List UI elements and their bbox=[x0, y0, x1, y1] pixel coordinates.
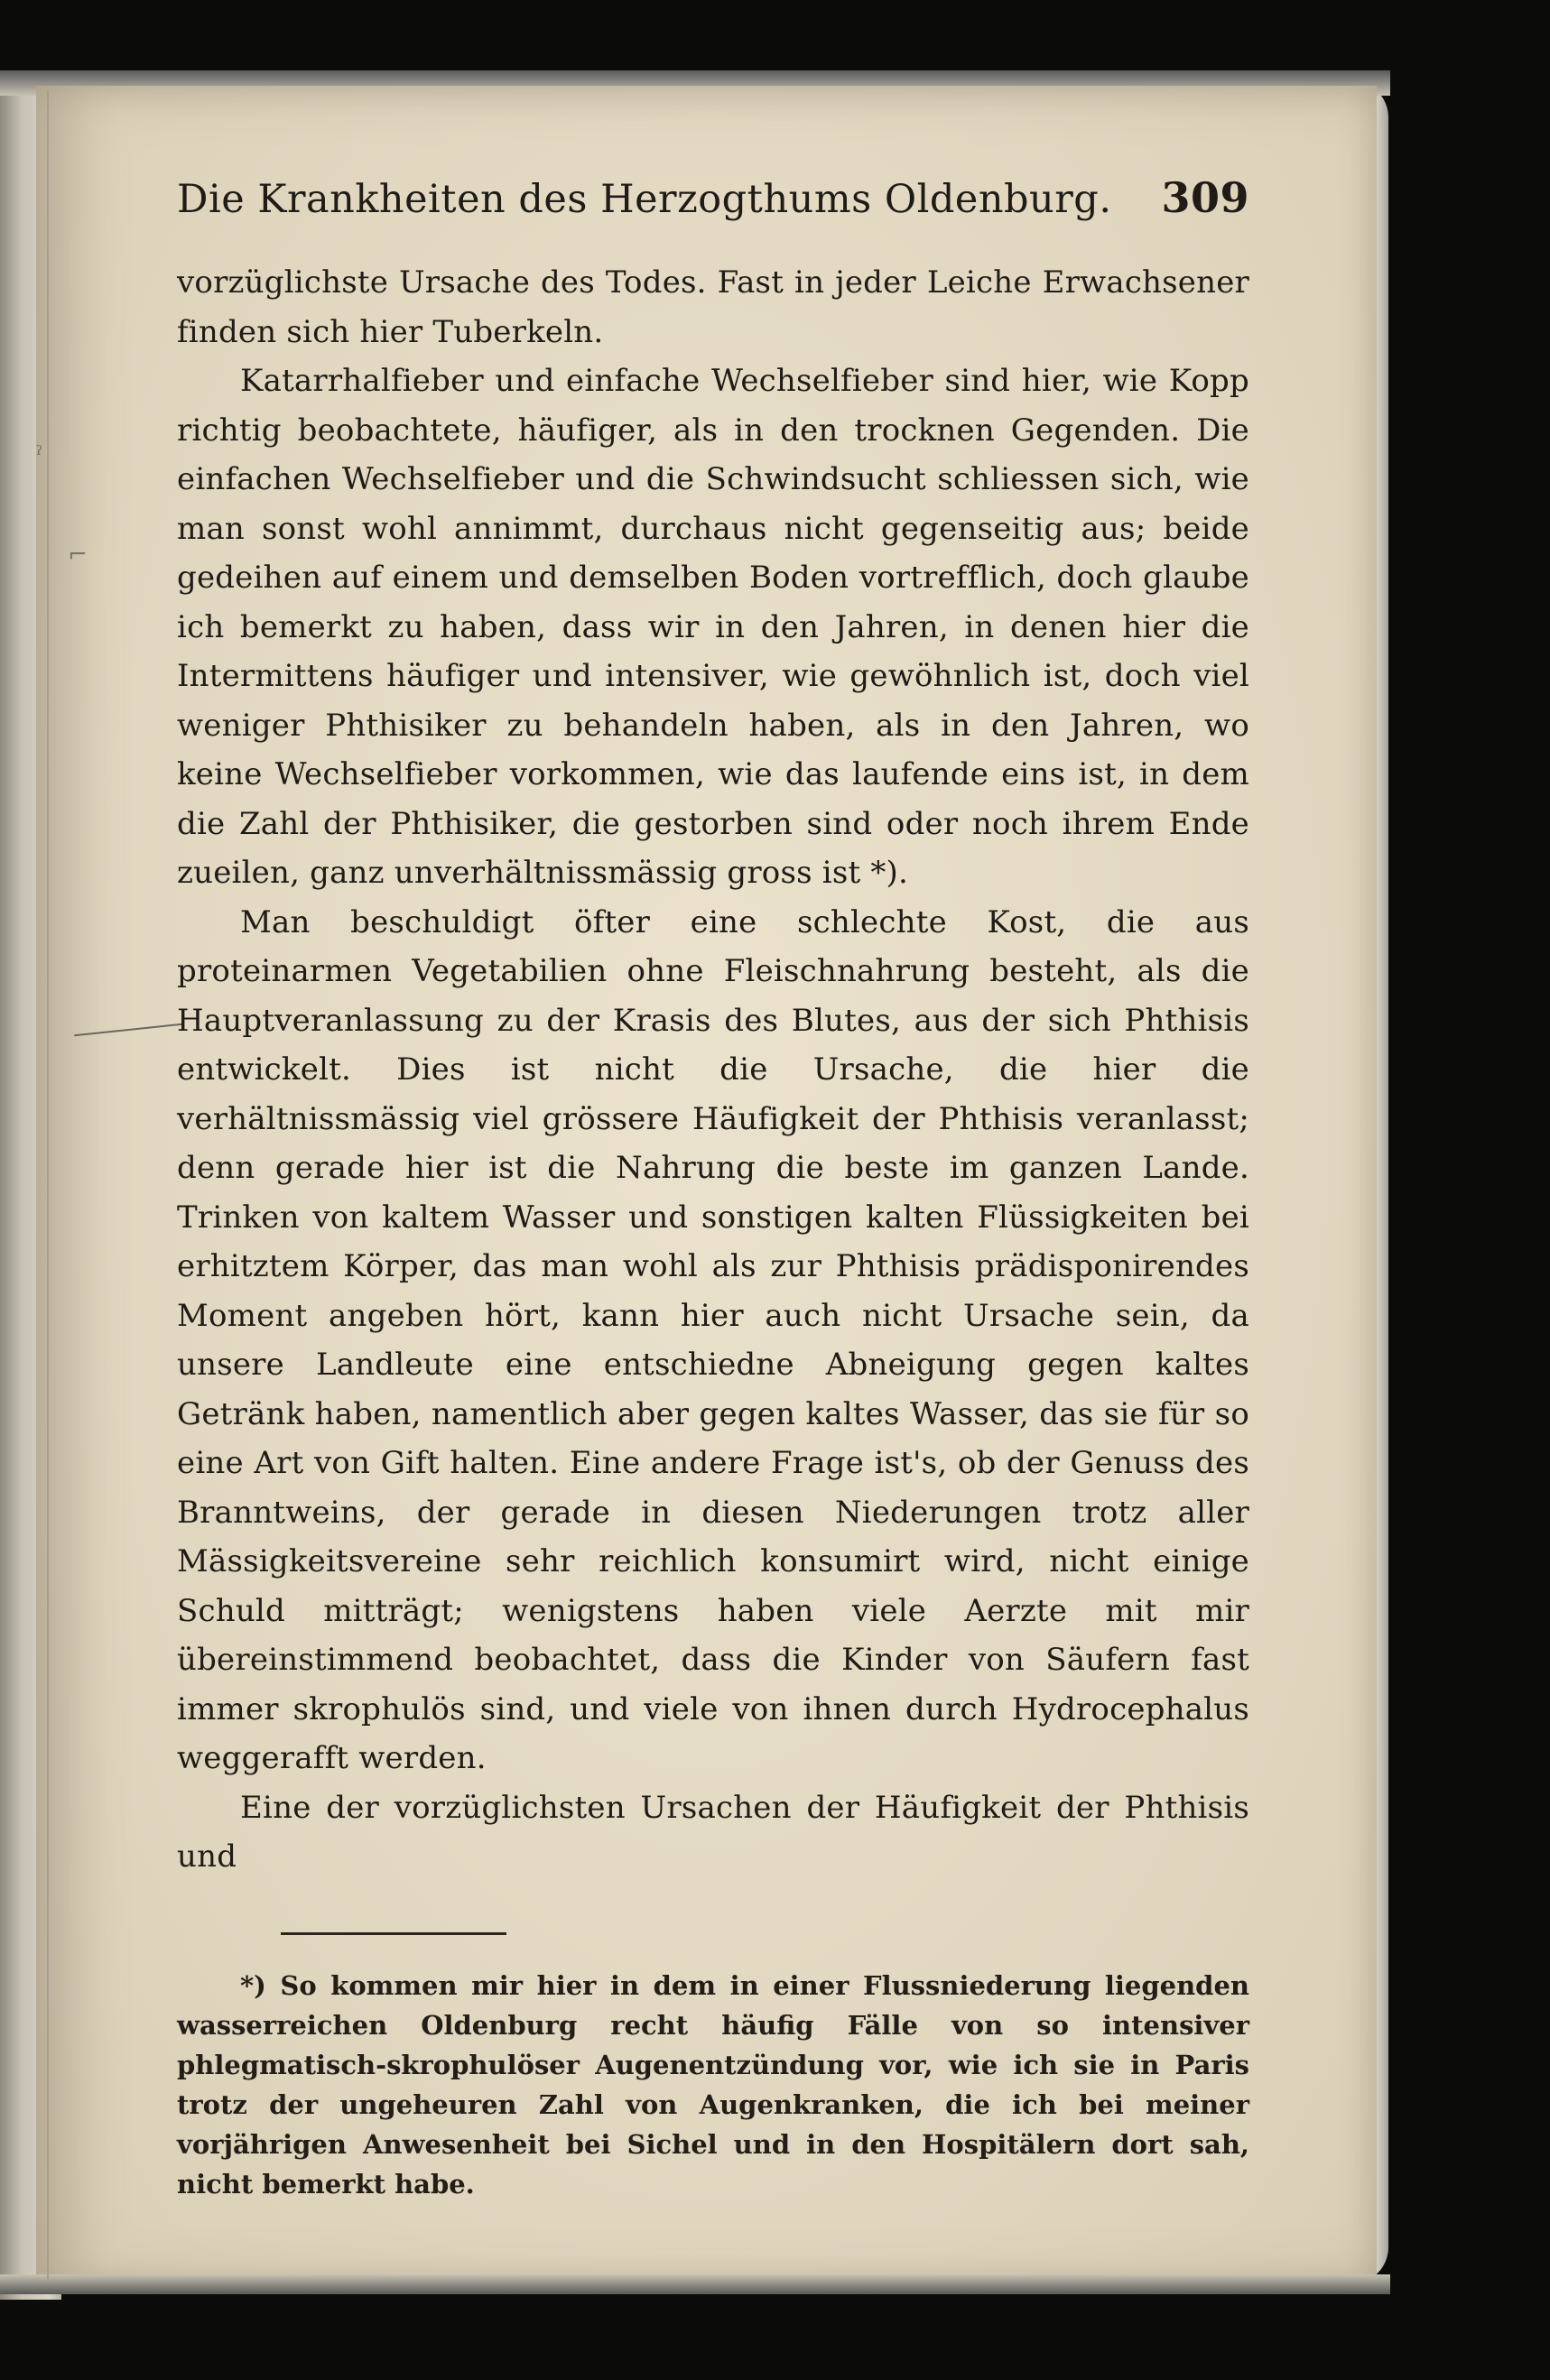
footnote-rule bbox=[281, 1932, 506, 1935]
running-header bbox=[177, 173, 1249, 245]
running-title: Die Krankheiten des Herzogthums Oldenburg. bbox=[177, 177, 1112, 222]
paragraph: vorzüglichste Ursache des Todes. Fast in jeder Leiche Erwachsener finden sich hier Tuberkeln. bbox=[177, 264, 1249, 350]
paragraph: Eine der vorzüglichsten Ursachen der Häufigkeit der Phthisis und bbox=[177, 1789, 1249, 1875]
body-text bbox=[177, 258, 1249, 1882]
paragraph: Man beschuldigt öfter eine schlechte Kost, die aus proteinarmen Vegetabilien ohne Fleischnahrung besteht, als die Hauptveranlassung zu der Krasis des Blutes, aus der sich Phthisis entwickelt. Dies ist nicht die Ursache, die hier die verhältnissmässig viel grössere Häufigkeit der Phthisis veranlasst; denn gerade hier ist die Nahrung die beste im ganzen Lande. Trinken von kaltem Wasser und sonstigen kalten Flüssigkeiten bei erhitztem Körper, das man wohl als zur Phthisis prädisponirendes Moment angeben hört, kann hier auch nicht Ursache sein, da unsere Landleute eine entschiedne Abneigung gegen kaltes Getränk haben, namentlich aber gegen kaltes Wasser, das sie für so eine Art von Gift halten. Eine andere Frage ist's, ob der Genuss des Branntweins, der gerade in diesen Niederungen trotz aller Mässigkeitsvereine sehr reichlich konsumirt wird, nicht einige Schuld mitträgt; wenigstens haben viele Aerzte mit mir übereinstimmend beobachtet, dass die Kinder von Säufern fast immer skrophulös sind, und viele von ihnen durch Hydrocephalus weggerafft werden. bbox=[177, 903, 1249, 1776]
page-number: 309 bbox=[1161, 173, 1249, 222]
margin-mark: ˀ bbox=[36, 442, 43, 469]
paragraph: Katarrhalfieber und einfache Wechselfieber sind hier, wie Kopp richtig beobachtete, häufiger, als in den trocknen Gegenden. Die einfachen Wechselfieber und die Schwindsucht schliessen sich, wie man sonst wohl annimmt, durchaus nicht gegenseitig aus; beide gedeihen auf einem und demselben Boden vortrefflich, doch glaube ich bemerkt zu haben, dass wir in den Jahren, in denen hier die Intermittens häufiger und intensiver, wie gewöhnlich ist, doch viel weniger Phthisiker zu behandeln haben, als in den Jahren, wo keine Wechselfieber vorkommen, wie das laufende eins ist, in dem die Zahl der Phthisiker, die gestorben sind oder noch ihrem Ende zueilen, ganz unverhältnissmässig gross ist *). bbox=[177, 363, 1249, 891]
page-gutter bbox=[47, 90, 49, 2283]
book-bottom-edge bbox=[0, 2274, 1390, 2294]
footnote: *) So kommen mir hier in dem in einer Flussniederung liegenden wasserreichen Oldenburg recht häufig Fälle von so intensiver phlegmatisch-skrophulöser Augenentzündung vor, wie ich sie in Paris trotz der ungeheuren Zahl von Augenkranken, die ich bei meiner vorjährigen Anwesenheit bei Sichel und in den Hospitälern dort sah, nicht bemerkt habe. bbox=[177, 1969, 1249, 2199]
margin-mark: ⌐ bbox=[68, 542, 88, 569]
text-block bbox=[177, 173, 1249, 2204]
